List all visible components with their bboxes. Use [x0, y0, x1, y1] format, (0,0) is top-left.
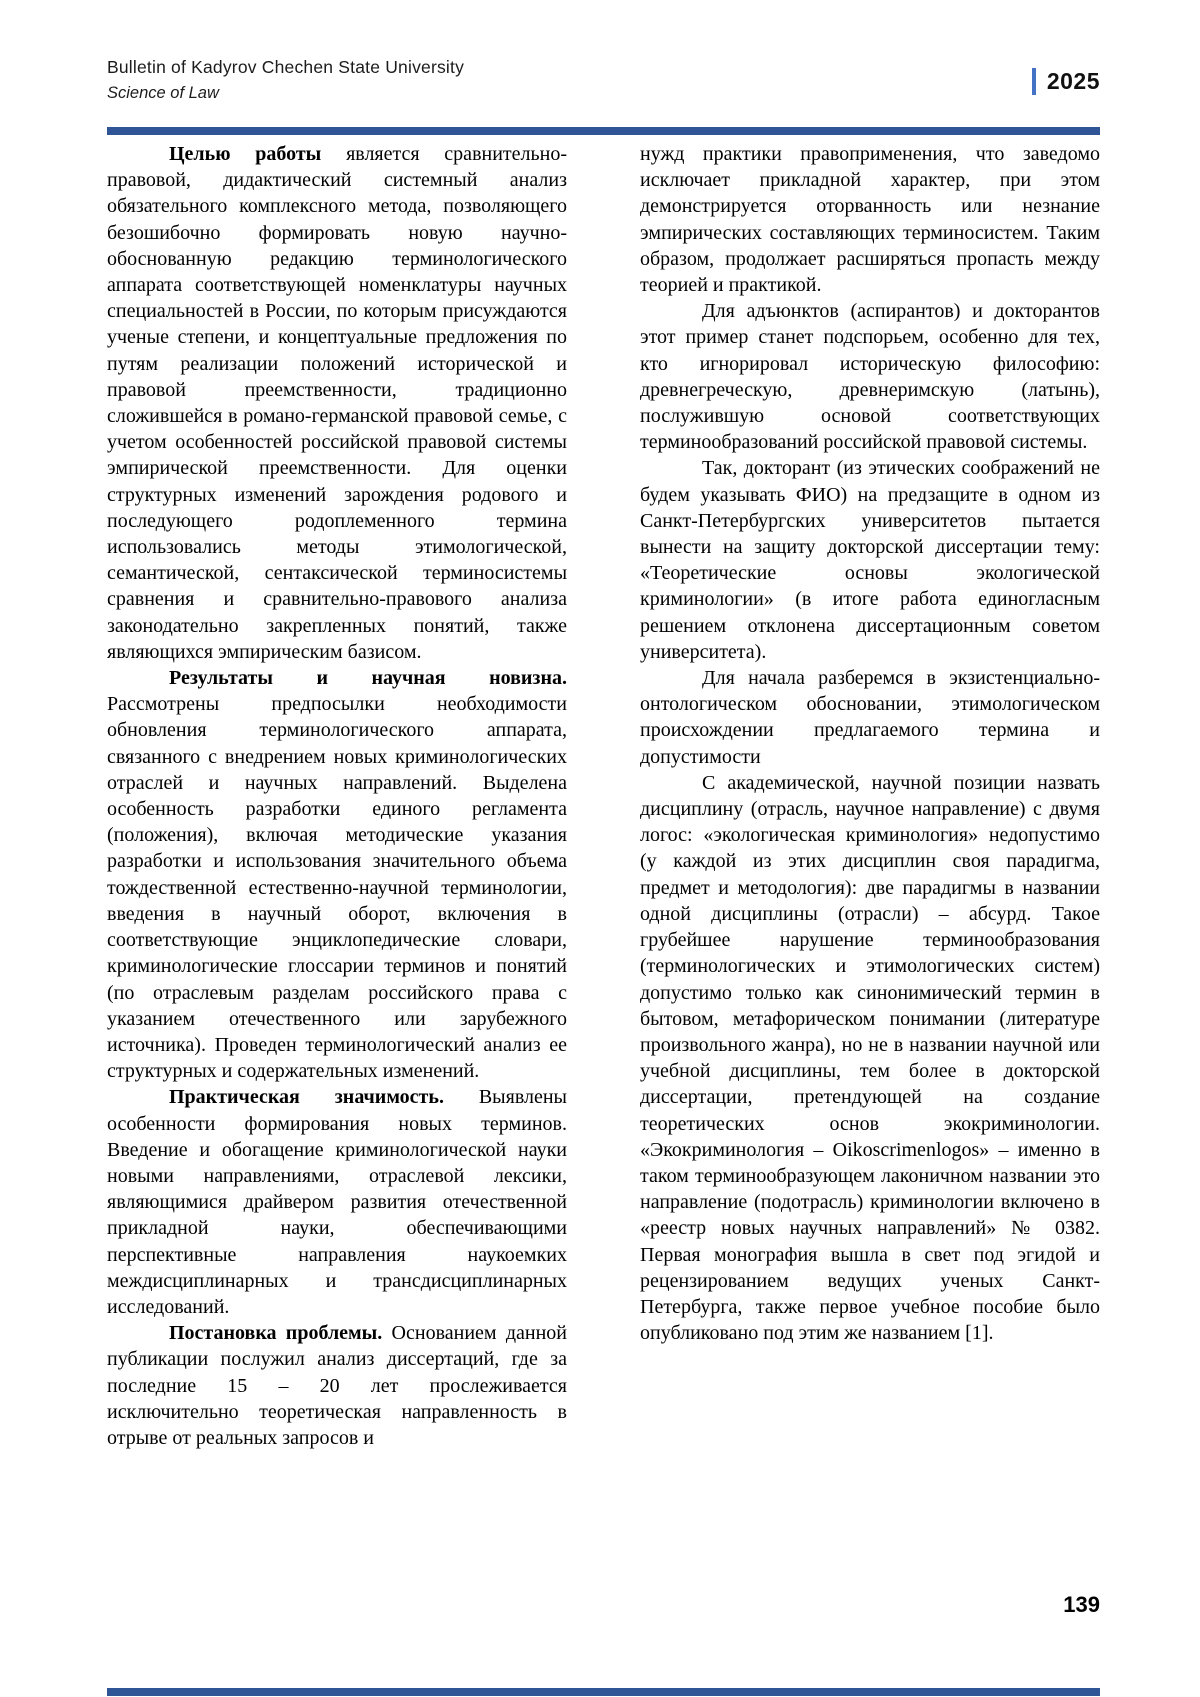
- paragraph-doctoral-example: [640, 455, 1100, 665]
- paragraph-lead: Практическая значимость.: [169, 1086, 444, 1109]
- publication-year: 2025: [1046, 68, 1100, 94]
- paragraph-practical-significance: [107, 1084, 567, 1320]
- page-header: [107, 56, 1100, 104]
- paragraph-text: Так, докторант (из этических соображений не будем указывать ФИО) на предзащите в одном из Санкт-Петербургских университетов пытается вынести на защиту докторской диссертации тему: «Теоретические основы экологической криминологии» (в итоге работа единогласным решением отклонена диссертационным советом университета).: [640, 457, 1100, 663]
- header-rule: [107, 127, 1100, 135]
- paragraph-continuation: [640, 141, 1100, 298]
- paragraph-lead: Результаты и научная новизна.: [169, 667, 567, 690]
- footer-rule: [107, 1688, 1100, 1696]
- paragraph-text: нужд практики правоприменения, что заведомо исключает прикладной характер, при этом демонстрируется оторванность или незнание эмпирических составляющих терминосистем. Таким образом, продолжает расширяться пропасть между теорией и практикой.: [640, 143, 1100, 297]
- journal-subtitle: Science of Law: [107, 84, 219, 102]
- paragraph-lead: Постановка проблемы.: [169, 1322, 383, 1345]
- journal-title: Bulletin of Kadyrov Chechen State University: [107, 57, 465, 77]
- paragraph-text: Для начала разберемся в экзистенциально-онтологическом обосновании, этимологическом происхождении предлагаемого термина и допустимости: [640, 667, 1100, 768]
- paragraph-text: Рассмотрены предпосылки необходимости обновления терминологического аппарата, связанного с внедрением новых криминологических отраслей и научных направлений. Выделена особенность разработки единого регламента (положения), включая методические указания разработки и использования значительного объема тождественной естественно-научной терминологии, введения в научный оборот, включения в соответствующие энциклопедические словари, криминологические глоссарии терминов и понятий (по отраслевым разделам российского права с указанием отечественного или зарубежного источника). Проведен терминологический анализ ее структурных и содержательных изменений.: [107, 693, 567, 1083]
- article-body: [107, 141, 1100, 1451]
- paragraph-ontological-basis: [640, 665, 1100, 770]
- paragraph-lead: Целью работы: [169, 143, 322, 165]
- paragraph-academic-position: [640, 770, 1100, 1346]
- left-column: [107, 141, 567, 1451]
- paragraph-text: С академической, научной позиции назвать дисциплину (отрасль, научное направление) с двумя логос: «экологическая криминология» недопустимо (у каждой из этих дисциплин своя парадигма, предмет и методология): две парадигмы в названии одной дисциплины (отрасли) – абсурд. Такое грубейшее нарушение терминообразования (терминологических и этимологических систем) допустимо только как синонимический термин в бытовом, метафорическом понимании (литературе произвольного жанра), но не в названии научной или учебной дисциплины, тем более в докторской диссертации, претендующей на создание теоретических основ экокриминологии. «Экокриминология – Oikoscrimenlogos» – именно в таком терминообразующем лаконичном названии это направление (подотрасль) криминологии включено в «реестр новых научных направлений» № 0382. Первая монография вышла в свет под эгидой и рецензированием ведущих ученых Санкт-Петербурга, также первое учебное пособие было опубликовано под этим же названием [1].: [640, 771, 1100, 1345]
- right-column: [640, 141, 1100, 1451]
- paragraph-adjuncts: [640, 298, 1100, 455]
- paragraph-problem-statement: [107, 1320, 567, 1451]
- paragraph-text: Для адъюнктов (аспирантов) и докторантов этот пример станет подспорьем, особенно для тех, кто игнорировал историческую философию: древнегреческую, древнеримскую (латынь), послужившую основой соответствующих терминообразований российской правовой системы.: [640, 300, 1100, 454]
- publication-year-block: [1032, 68, 1100, 95]
- paragraph-results: [107, 665, 567, 1084]
- paragraph-text: Выявлены особенности формирования новых терминов. Введение и обогащение криминологической науки новыми направлениями, отраслевой лексики, являющимися драйвером развития отечественной прикладной науки, обеспечивающими перспективные направления наукоемких междисциплинарных и трансдисциплинарных исследований.: [107, 1086, 567, 1318]
- paragraph-text: Основанием данной публикации послужил анализ диссертаций, где за последние 15 – 20 лет прослеживается исключительно теоретическая направленность в отрыве от реальных запросов и: [107, 1322, 567, 1449]
- page-number: 139: [1063, 1592, 1100, 1617]
- journal-identity: [107, 56, 464, 104]
- paragraph-goal: [107, 141, 567, 665]
- paragraph-text: является сравнительно-правовой, дидактический системный анализ обязательного комплексного метода, позволяющего безошибочно формировать новую научно-обоснованную редакцию терминологического аппарата соответствующей номенклатуры научных специальностей в России, по которым присуждаются ученые степени, и концептуальные предложения по путям реализации положений исторической и правовой преемственности, традиционно сложившейся в романо-германской правовой семье, с учетом особенностей российской правовой системы эмпирической преемственности. Для оценки структурных изменений зарождения родового и последующего родоплеменного термина использовались методы этимологической, семантической, сентаксической терминосистемы сравнения и сравнительно-правового анализа законодательно закрепленных понятий, также являющихся эмпирическим базисом.: [107, 143, 567, 663]
- year-accent-bar: [1032, 68, 1036, 95]
